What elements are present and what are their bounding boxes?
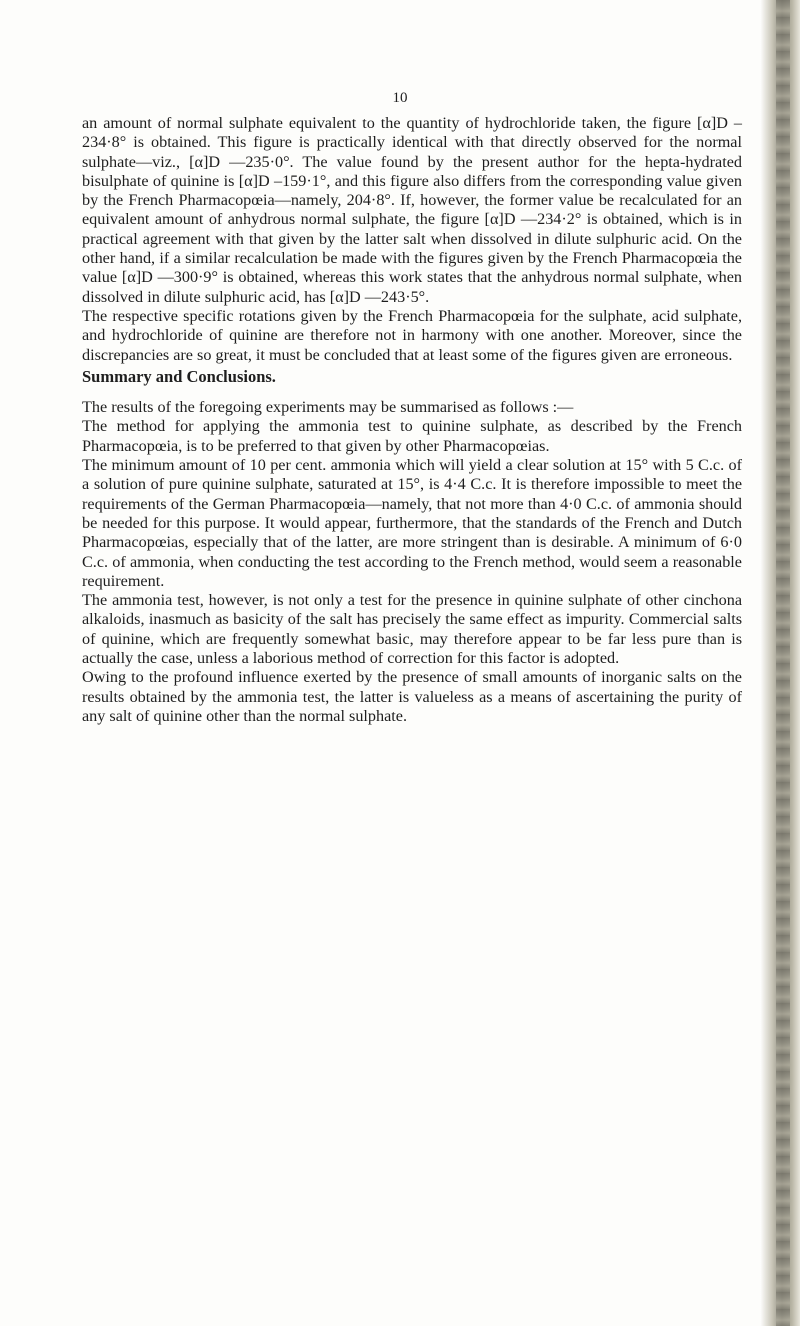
page-number: 10	[392, 90, 408, 106]
paragraph: The ammonia test, however, is not only a test for the presence in quinine sulphate of other cinchona alkaloids, inasmuch as basicity of the salt has precisely the same effect as impurity. Commercial salts of quinine, which are frequently somewhat basic, may therefore appear to be far less pure than is actually the case, unless a laborious method of correction for this factor is adopted.	[82, 591, 742, 668]
page-edge-binding	[760, 0, 800, 1326]
page-edge-texture	[776, 0, 790, 1326]
paragraph: an amount of normal sulphate equivalent to the quantity of hydrochloride taken, the figure [α]D – 234·8° is obtained. This figure is practically identical with that directly observed for the normal sulphate—viz., [α]D —235·0°. The value found by the present author for the hepta-hydrated bisulphate of quinine is [α]D –159·1°, and this figure also differs from the corresponding value given by the French Pharmacopœia—namely, 204·8°. If, however, the former value be recalculated for an equivalent amount of anhydrous normal sulphate, the figure [α]D —234·2° is obtained, which is in practical agreement with that given by the latter salt when dissolved in dilute sulphuric acid. On the other hand, if a similar recalculation be made with the figures given by the French Pharmacopœia the value [α]D —300·9° is obtained, whereas this work states that the anhydrous normal sulphate, when dissolved in dilute sulphuric acid, has [α]D —243·5°.	[82, 114, 742, 306]
paragraph: The results of the foregoing experiments may be summarised as follows :—	[82, 398, 574, 417]
body-text	[82, 114, 742, 726]
paragraph: The minimum amount of 10 per cent. ammonia which will yield a clear solution at 15° with 5 C.c. of a solution of pure quinine sulphate, saturated at 15°, is 4·4 C.c. It is therefore impossible to meet the requirements of the German Pharmacopœia—namely, that not more than 4·0 C.c. of ammonia should be needed for this purpose. It would appear, furthermore, that the standards of the French and Dutch Pharmacopœias, especially that of the latter, are more stringent than is desirable. A minimum of 6·0 C.c. of ammonia, when conducting the test according to the French method, would seem a reasonable requirement.	[82, 456, 742, 590]
paragraph: The respective specific rotations given by the French Pharmacopœia for the sulphate, acid sulphate, and hydrochloride of quinine are therefore not in harmony with one another. Moreover, since the discrepancies are so great, it must be concluded that at least some of the figures given are erroneous.	[82, 306, 742, 364]
section-heading: Summary and Conclusions.	[82, 366, 276, 386]
paragraph: Owing to the profound influence exerted by the presence of small amounts of inorganic salts on the results obtained by the ammonia test, the latter is valueless as a means of ascertaining the purity of any salt of quinine other than the normal sulphate.	[82, 668, 742, 725]
paragraph: The method for applying the ammonia test to quinine sulphate, as described by the French Pharmacopœia, is to be preferred to that given by other Pharmacopœias.	[82, 417, 742, 455]
